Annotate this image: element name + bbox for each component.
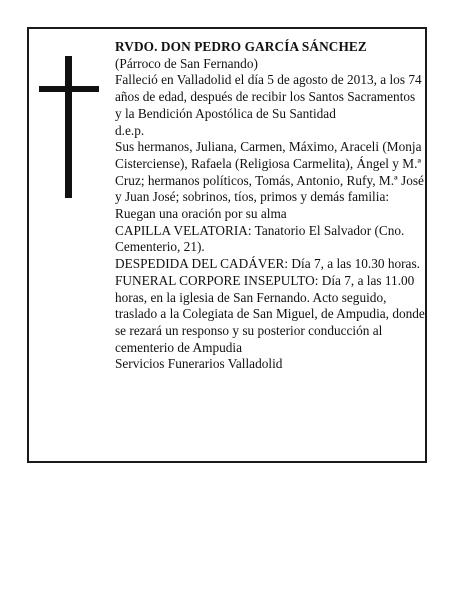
deceased-title: (Párroco de San Fernando) (115, 55, 258, 71)
chapel-info: CAPILLA VELATORIA: Tanatorio El Salvador (Cno. Cementerio, 21). (115, 222, 405, 255)
dep-abbreviation: d.e.p. (115, 122, 145, 138)
family-members: Sus hermanos, Juliana, Carmen, Máximo, Araceli (Monja Cisterciense), Rafaela (Religiosa Carmelita), Ángel y M.ª Cruz; hermanos políticos, Tomás, Antonio, Rufy, M.ª José y Juan José; sobrinos, tíos, primos y demás familia: (115, 139, 424, 205)
funeral-home: Servicios Funerarios Valladolid (115, 356, 283, 372)
death-details: Falleció en Valladolid el día 5 de agosto de 2013, a los 74 años de edad, después de recibir los Santos Sacramentos y la Bendición Apostólica de Su Santidad (115, 72, 422, 121)
prayer-request: Ruegan una oración por su alma (115, 206, 287, 222)
cross-horizontal-bar (39, 86, 99, 92)
latin-cross-icon (39, 56, 99, 198)
notice-body (115, 39, 425, 373)
deceased-name: RVDO. DON PEDRO GARCÍA SÁNCHEZ (115, 39, 367, 54)
obituary-notice (27, 27, 427, 463)
cross-vertical-bar (65, 56, 72, 198)
farewell-info: DESPEDIDA DEL CADÁVER: Día 7, a las 10.30 horas. (115, 256, 420, 272)
funeral-info: FUNERAL CORPORE INSEPULTO: Día 7, a las 11.00 horas, en la iglesia de San Fernando. Acto seguido, traslado a la Colegiata de San Miguel, de Ampudia, donde se rezará un responso y su posterior conducción al cementerio de Ampudia (115, 272, 425, 355)
